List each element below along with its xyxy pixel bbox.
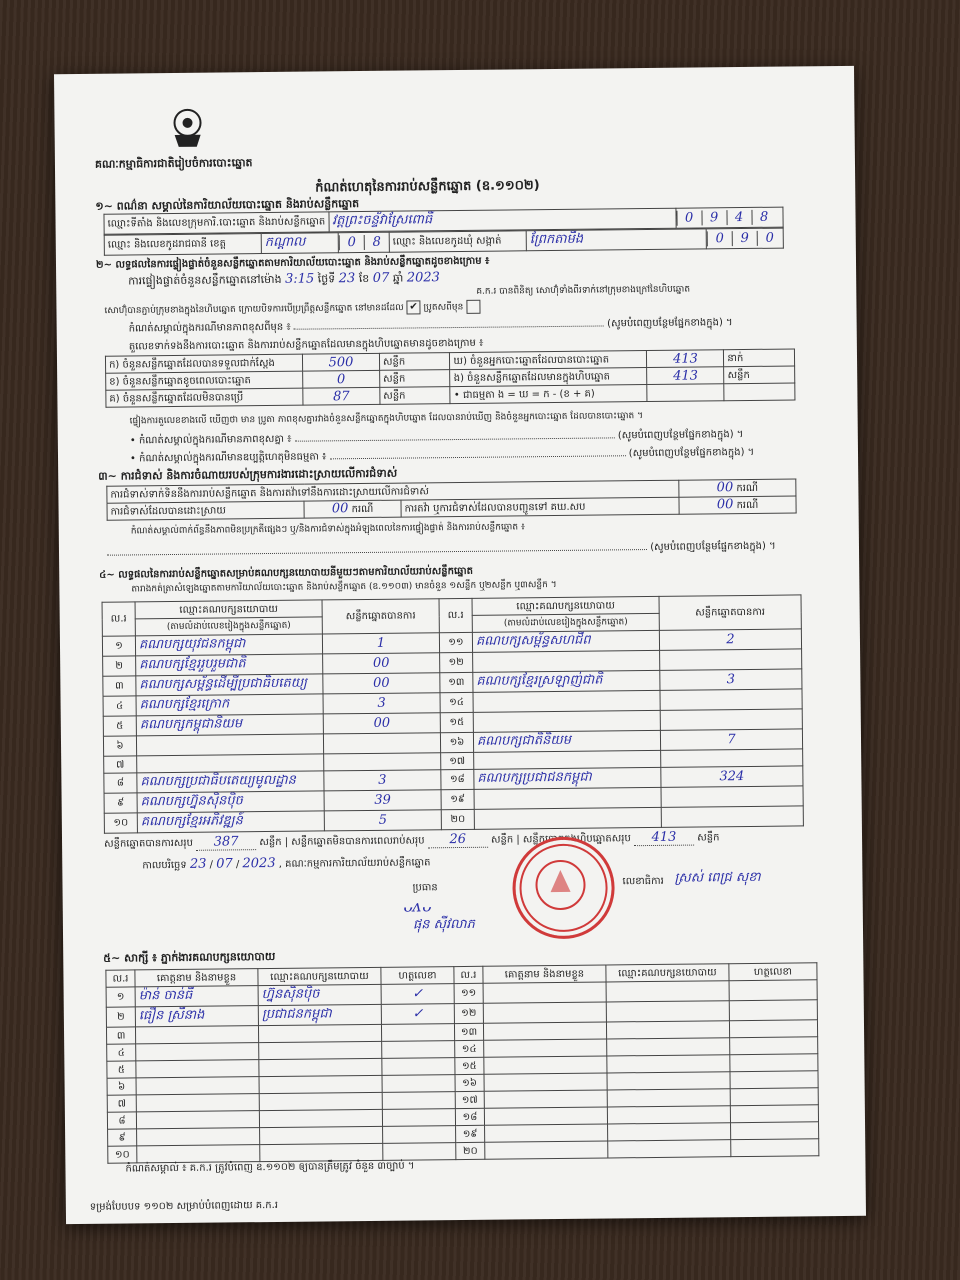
bullet-incident: • កំណត់សម្គាល់ក្នុងករណីមានឧប្បត្តិហេតុមិនធម្មតា ៖ (សូមបំពេញបន្ថែមផ្នែកខាងក្នុង) ។ (129, 446, 755, 465)
section2-line2: គ.ក.រ បានពិនិត្យ សោហ៊ុំទាំងពីរទាក់នៅក្រុមខាងក្រៅនៃហិបឆ្នោត (476, 284, 691, 297)
witness-signature (382, 1109, 455, 1127)
counts-intro: តួលេខទាក់ទងនឹងការបោះឆ្នោត និងការរាប់សន្លឹកឆ្នោតដែលមានក្នុងហិបឆ្នោតមានដូចខាងក្រោម ៖ (128, 337, 484, 353)
commune-label: ឈ្មោះ និងលេខកូដឃុំ សង្កាត់ (389, 231, 526, 252)
party-votes (661, 806, 803, 827)
section1-title: ១~ ពណ៌នា សម្គាល់នៃការិយាល័យបោះឆ្នោត និងរាប់សន្លឹកឆ្នោត (95, 197, 360, 213)
witness-signature (730, 1054, 818, 1072)
witness-name (483, 1022, 606, 1040)
section2-line3: សោហ៊ុំបានភ្ជាប់ក្រុមខាងក្នុងនៃហិបឆ្នោត ក្រោយបិទការបើប្រព្រឹត្តសន្លឹកឆ្នោត នៅមានដដែល ✔ ប្រូតសពីមុន (104, 300, 480, 318)
party-votes (661, 786, 803, 807)
witness-party (607, 1038, 730, 1056)
seal-other-checkbox[interactable] (466, 300, 480, 314)
count-right-unit: សន្លឹក (724, 366, 795, 384)
party-name: គណបក្សខ្មែរក្រោក (136, 694, 323, 716)
witness-signature (729, 980, 817, 1001)
witness-signature (729, 1000, 817, 1021)
party-number: ១៩ (441, 789, 474, 809)
witness-signature (729, 1020, 817, 1038)
party-votes (660, 649, 802, 670)
office-value: វត្តព្រះចន្ទ័វាស្រែពោធិ៍ (329, 208, 676, 232)
witness-party (606, 981, 729, 1002)
count-left-unit: សន្លឹក (380, 370, 451, 388)
section3-note: កំណត់សម្គាល់ពាក់ព័ន្ធនឹងភាពមិនប្រក្រតីផ្សេងៗ ឬ/និងការជំទាស់ក្នុងអំឡុងពេលនៃការផ្ទៀងផ្ទាត់ និងការរាប់សន្លឹកឆ្នោត ៖ (130, 522, 525, 537)
official-stamp (512, 836, 615, 939)
witness-party (258, 1024, 381, 1042)
witness-name (136, 1043, 259, 1061)
count-left-value: 87 (303, 387, 380, 405)
witness-table (105, 962, 819, 1163)
witness-signature (731, 1122, 819, 1140)
count-day: 23 (338, 271, 356, 287)
count-left-label: ក) ចំនួនសន្លឹកឆ្នោតដែលបានទទួលជាក់ស្តែង (105, 354, 302, 373)
party-name: គណបក្សហ្វ៊ុនស៊ិនប៉ិច (137, 791, 324, 813)
party-name (473, 710, 660, 732)
seal-note: កំណត់សម្គាល់ក្នុងករណីមានភាពខុសពីមុន ៖ (សូមបំពេញបន្ថែមផ្នែកខាងក្នុង) ។ (128, 317, 733, 335)
totals-line: សន្លឹកឆ្នោតបានការសរុប 387 សន្លឹក | សន្លឹកឆ្នោតមិនបានការពេលរាប់សរុប 26 សន្លឹក | សន្លឹកឆ្នោតក្នុងហិបឆ្នោតសរុប 413 សន្លឹក (104, 829, 720, 850)
party-name: គណបក្សខ្មែរស្រឡាញ់ជាតិ (473, 670, 660, 692)
witness-name (135, 1026, 258, 1044)
witness-number: ៦ (107, 1078, 136, 1095)
witness-party (608, 1123, 731, 1141)
party-name: គណបក្សកម្ពុជានិយម (136, 714, 323, 736)
witness-number: ១៣ (454, 1023, 483, 1040)
party-number: ៣ (103, 676, 136, 696)
witness-name (484, 1107, 607, 1125)
witness-number: ១១ (454, 983, 483, 1003)
witness-signature (381, 1024, 454, 1042)
col-no-left: ល.រ (102, 602, 135, 636)
party-votes: 1 (322, 633, 439, 654)
witness-number: ១៤ (455, 1040, 484, 1057)
section2-title: ២~ លទ្ធផលនៃការផ្ទៀងផ្ទាត់ចំនួនសន្លឹកឆ្នោតតាមការិយាល័យបោះឆ្នោត និងរាប់សន្លឹកឆ្នោតដូចខាងក្រោម ៖ (95, 255, 490, 271)
witness-party (607, 1072, 730, 1090)
count-left-unit: សន្លឹក (380, 387, 451, 405)
section4-title: ៤~ លទ្ធផលនៃការរាប់សន្លឹកឆ្នោតសម្រាប់គណបក្សនយោបាយនីមួយៗតាមការិយាល័យរាប់សន្លឹកឆ្នោត (99, 565, 474, 581)
count-left-label: គ) ចំនួនសន្លឹកឆ្នោតដែលមិនបានប្រើ (106, 388, 303, 407)
witness-name (483, 1002, 606, 1023)
witness-party (259, 1092, 382, 1110)
section4-subtitle: តារាងកត់ត្រាសំឡេងឆ្នោតតាមការិយាល័យបោះឆ្នោត និងរាប់សន្លឹកឆ្នោត (ឧ.១១០៣) មានចំនួន ១សន្លឹក ឬ២សន្លឹក ឬ៣សន្លឹក ។ (131, 579, 557, 595)
w-col-sign-left: ហត្ថលេខា (381, 967, 454, 985)
province-label: ឈ្មោះ និងលេខកូដរាជធានី ខេត្ត (104, 234, 261, 256)
party-name (474, 787, 661, 809)
complaint-count: 00 ករណី (679, 479, 796, 497)
section3-title: ៣~ ការជំទាស់ និងការចំណាយរបស់ក្រុមការងារដោះស្រាយលើការជំទាស់ (98, 466, 398, 483)
witness-party (607, 1055, 730, 1073)
count-left-value: 500 (302, 353, 379, 371)
form-title: កំណត់ហេតុនៃការរាប់សន្លឹកឆ្នោត (ឧ.១១០២) (315, 178, 540, 196)
witness-signature (730, 1105, 818, 1123)
col-party-left: ឈ្មោះគណបក្សនយោបាយ (135, 600, 322, 619)
forwarded-label: ការតវ៉ា ឬការជំទាស់ដែលបានបញ្ជូនទៅ គឃ.សប (401, 497, 679, 517)
witness-party: ប្រជាជនកម្ពុជា (258, 1004, 381, 1025)
diff-line: ផ្ទៀងការតួលេខខាងលើ ឃើញថា មាន ប្រូតា ភាពខុសគ្នារវាងចំនួនសន្លឹកឆ្នោតក្នុងហិបឆ្នោត ដែលបានរាប់ឃើញ និងចំនួនអ្នកបោះឆ្នោត ដែលបានបោះឆ្នោត ។ (129, 411, 644, 427)
witness-number: ៤ (107, 1044, 136, 1061)
party-number: ២០ (441, 809, 474, 829)
witness-number: ២ (106, 1007, 135, 1027)
witness-party (260, 1126, 383, 1144)
chair-name: ផុន ស៊ីវលាភ (412, 916, 475, 933)
count-right-unit (724, 383, 795, 401)
province-value: កណ្តាល (261, 233, 338, 254)
party-votes: 2 (659, 629, 801, 650)
witness-name (484, 1056, 607, 1074)
party-votes (324, 753, 441, 771)
witness-signature (382, 1092, 455, 1110)
total-valid: 387 (196, 834, 256, 851)
party-number: ៥ (103, 716, 136, 736)
count-year: 2023 (406, 270, 440, 286)
section2-time-line: ការផ្ទៀងផ្ទាត់ចំនួនសន្លឹកឆ្នោតនៅម៉ោង 3:15 ថ្ងៃទី 23 ខែ 07 ឆ្នាំ 2023 (128, 270, 440, 288)
w-col-party-left: ឈ្មោះគណបក្សនយោបាយ (258, 967, 381, 985)
witness-party (606, 1021, 729, 1039)
party-number: ១៨ (441, 769, 474, 789)
witness-signature (383, 1143, 456, 1161)
witness-name (136, 1111, 259, 1129)
witness-signature (730, 1071, 818, 1089)
witness-number: ១៩ (456, 1125, 485, 1142)
nec-emblem-icon (162, 105, 212, 152)
w-col-name-right: គោត្តនាម និងនាមខ្លួន (483, 965, 606, 983)
party-name: គណបក្សសម្ព័ន្ធសហជីព (472, 630, 659, 652)
party-name (474, 750, 661, 769)
total-invalid: 26 (428, 832, 488, 849)
col-party-right: ឈ្មោះគណបក្សនយោបាយ (472, 596, 659, 615)
party-number: ១៣ (440, 672, 473, 692)
party-number: ៧ (104, 756, 137, 773)
witness-party (259, 1109, 382, 1127)
province-code: 0 8 (338, 232, 389, 253)
party-votes: 39 (324, 790, 441, 811)
witness-number: ១២ (454, 1003, 483, 1023)
section5-title: ៥~ សាក្សី ៖ ភ្នាក់ងារគណបក្សនយោបាយ (103, 949, 276, 965)
party-name: គណបក្សជាតិនិយម (473, 730, 660, 752)
party-number: ១០ (104, 813, 137, 833)
w-col-no-right: ល.រ (454, 966, 483, 983)
witness-number: ១០ (108, 1146, 137, 1163)
count-left-unit: សន្លឹក (379, 353, 450, 371)
complaints-table (106, 478, 796, 520)
witness-number: ៩ (108, 1129, 137, 1146)
witness-name (483, 982, 606, 1003)
section3-fill: (សូមបំពេញបន្ថែមផ្នែកខាងក្នុង) ។ (107, 539, 776, 561)
witness-party (606, 1001, 729, 1022)
party-votes: 7 (660, 729, 802, 750)
party-name (473, 690, 660, 712)
col-votes-right: សន្លឹកឆ្នោតបានការ (659, 595, 801, 630)
org-name: គណៈកម្មាធិការជាតិរៀបចំការបោះឆ្នោត (94, 156, 253, 171)
party-name (136, 734, 323, 756)
witness-signature (382, 1075, 455, 1093)
witness-number: ១ (106, 987, 135, 1007)
witness-number: ៨ (107, 1112, 136, 1129)
witness-name (136, 1060, 259, 1078)
party-name (474, 807, 661, 829)
party-name: គណបក្សខ្មែរអភិវឌ្ឍន៍ (137, 811, 324, 833)
w-col-no-left: ល.រ (106, 970, 135, 987)
party-votes: 3 (323, 693, 440, 714)
resolved-count: 00 ករណី (304, 500, 401, 518)
party-votes (660, 689, 802, 710)
w-col-sign-right: ហត្ថលេខា (729, 963, 817, 981)
col-party-sub-left: (តាមលំដាប់លេខរៀងក្នុងសន្លឹកឆ្នោត) (135, 617, 322, 636)
col-votes-left: សន្លឹកឆ្នោតបានការ (322, 599, 439, 634)
witness-number: ១៥ (455, 1057, 484, 1074)
witness-signature (382, 1041, 455, 1059)
count-left-value: 0 (303, 370, 380, 388)
w-col-name-left: គោត្តនាម និងនាមខ្លួន (135, 969, 258, 987)
footnote: កំណត់សម្គាល់ ៖ គ.ក.រ ត្រូវបំពេញ ឧ.១១០២ ឲ្យបានត្រឹមត្រូវ ចំនួន ៣ច្បាប់ ។ (125, 1160, 415, 1175)
counts-table (105, 348, 796, 407)
witness-party (608, 1140, 731, 1158)
party-votes: 3 (324, 770, 441, 791)
witness-party: ហ្វ៊ុនស៊ិនប៉ិច (258, 984, 381, 1005)
witness-number: ៣ (106, 1027, 135, 1044)
party-name: គណបក្សប្រជាជនកម្ពុជា (474, 767, 661, 789)
witness-name (484, 1039, 607, 1057)
witness-signature (730, 1037, 818, 1055)
section1-table (103, 207, 783, 256)
party-number: ២ (103, 656, 136, 676)
party-name: គណបក្សខ្មែររួបរួមជាតិ (136, 654, 323, 676)
party-number: ៦ (103, 736, 136, 756)
witness-name: ធឿន ស្រីនាង (135, 1006, 258, 1027)
witness-party (259, 1058, 382, 1076)
witness-party (259, 1075, 382, 1093)
party-number: ៩ (104, 793, 137, 813)
party-votes (323, 733, 440, 754)
party-number: ១៤ (440, 692, 473, 712)
party-number: ១៧ (441, 752, 474, 769)
form-paper (54, 66, 866, 1224)
party-name: គណបក្សប្រជាធិបតេយ្យមូលដ្ឋាន (137, 771, 324, 793)
count-right-value (647, 384, 724, 402)
party-number: ៤ (103, 696, 136, 716)
count-left-label: ខ) ចំនួនសន្លឹកឆ្នោតខូចពេលបោះឆ្នោត (106, 371, 303, 390)
party-number: ១២ (440, 652, 473, 672)
secretary-label: លេខាធិការ (622, 875, 664, 888)
witness-party (607, 1089, 730, 1107)
chair-signature: ᴗᴧᴗ (402, 896, 432, 916)
party-votes: 5 (324, 810, 441, 831)
witness-signature (730, 1088, 818, 1106)
witness-name (137, 1128, 260, 1146)
commune-code: 0 9 0 (706, 228, 783, 249)
party-votes: 00 (323, 673, 440, 694)
witness-number: ៥ (107, 1061, 136, 1078)
witness-signature (383, 1126, 456, 1144)
witness-name (485, 1141, 608, 1159)
party-votes: 324 (661, 766, 803, 787)
witness-name (136, 1094, 259, 1112)
office-code: 0 9 4 8 (676, 207, 784, 228)
party-name: គណបក្សសម្ព័ន្ធដើម្បីប្រជាធិបតេយ្យ (136, 674, 323, 696)
witness-signature: ✓ (381, 1004, 454, 1025)
secretary-name: ស្រស់ ពេជ្រ សុខា (674, 869, 761, 886)
office-label: ឈ្មោះទីតាំង និងលេខក្រុមការិ.បោះឆ្នោត និងរាប់សន្លឹកឆ្នោត (104, 212, 329, 234)
count-right-unit: នាក់ (724, 349, 795, 367)
commune-value: ព្រែកតាមឹង (526, 229, 706, 251)
complaint-label: ការជំទាស់ទាក់ទិននឹងការរាប់សន្លឹកឆ្នោត និងការតវ៉ាទៅនឹងការដោះស្រាយលើការជំទាស់ (107, 480, 679, 503)
party-number: ១ (102, 636, 135, 656)
witness-signature (731, 1139, 819, 1157)
count-month: 07 (372, 270, 390, 286)
forwarded-count: 00 ករណី (679, 496, 796, 514)
total-in-box: 413 (634, 830, 694, 847)
count-right-label: • ជាធម្មតា ង = ឃ = ក - (ខ + គ) (450, 385, 647, 404)
witness-number: ១៦ (455, 1074, 484, 1091)
seal-intact-checkbox[interactable]: ✔ (406, 300, 420, 314)
witness-name: ម៉ាន់ ចាន់ធី (135, 986, 258, 1007)
col-no-right: ល.រ (439, 598, 472, 632)
witness-name (485, 1124, 608, 1142)
count-right-value: 413 (647, 350, 724, 368)
party-votes (660, 709, 802, 730)
party-votes: 3 (660, 669, 802, 690)
witness-name (484, 1073, 607, 1091)
party-number: ១៥ (440, 712, 473, 732)
count-right-label: ង) ចំនួនសន្លឹកឆ្នោតដែលមានក្នុងហិបឆ្នោត (450, 368, 647, 387)
witness-number: ១៨ (455, 1108, 484, 1125)
witness-party (259, 1041, 382, 1059)
bullet-diff: • កំណត់សម្គាល់ក្នុងករណីមានភាពខុសគ្នា ៖ (សូមបំពេញបន្ថែមផ្នែកខាងក្នុង) ។ (129, 429, 744, 447)
witness-number: ២០ (456, 1142, 485, 1159)
party-votes: 00 (323, 713, 440, 734)
party-votes: 00 (323, 653, 440, 674)
witness-number: ៧ (107, 1095, 136, 1112)
votes-table (102, 594, 804, 833)
party-votes (661, 749, 803, 767)
resolved-label: ការជំទាស់ដែលបានដោះស្រាយ (107, 501, 304, 520)
party-name (473, 650, 660, 672)
witness-signature (382, 1058, 455, 1076)
party-number: ១៦ (440, 732, 473, 752)
witness-party (607, 1106, 730, 1124)
party-name: គណបក្សយុវជនកម្ពុជា (135, 634, 322, 656)
date-line: កាលបរិច្ឆេទ 23 / 07 / 2023 , គណៈកម្មការការិយាល័យរាប់សន្លឹកឆ្នោត (142, 855, 431, 872)
witness-number: ១៧ (455, 1091, 484, 1108)
party-number: ៨ (104, 773, 137, 793)
witness-name (136, 1077, 259, 1095)
witness-name (484, 1090, 607, 1108)
form-footer: ទម្រង់បែបបទ ១១០២ សម្រាប់បំពេញដោយ គ.ក.រ (89, 1199, 279, 1213)
count-right-value: 413 (647, 367, 724, 385)
party-number: ១១ (439, 632, 472, 652)
witness-signature: ✓ (381, 984, 454, 1005)
count-time: 3:15 (284, 271, 315, 287)
party-name (137, 754, 324, 773)
col-party-sub-right: (តាមលំដាប់លេខរៀងក្នុងសន្លឹកឆ្នោត) (472, 613, 659, 632)
count-right-label: ឃ) ចំនួនអ្នកបោះឆ្នោតដែលបានបោះឆ្នោត (450, 351, 647, 370)
w-col-party-right: ឈ្មោះគណបក្សនយោបាយ (606, 964, 729, 982)
chair-label: ប្រធាន (412, 882, 438, 894)
